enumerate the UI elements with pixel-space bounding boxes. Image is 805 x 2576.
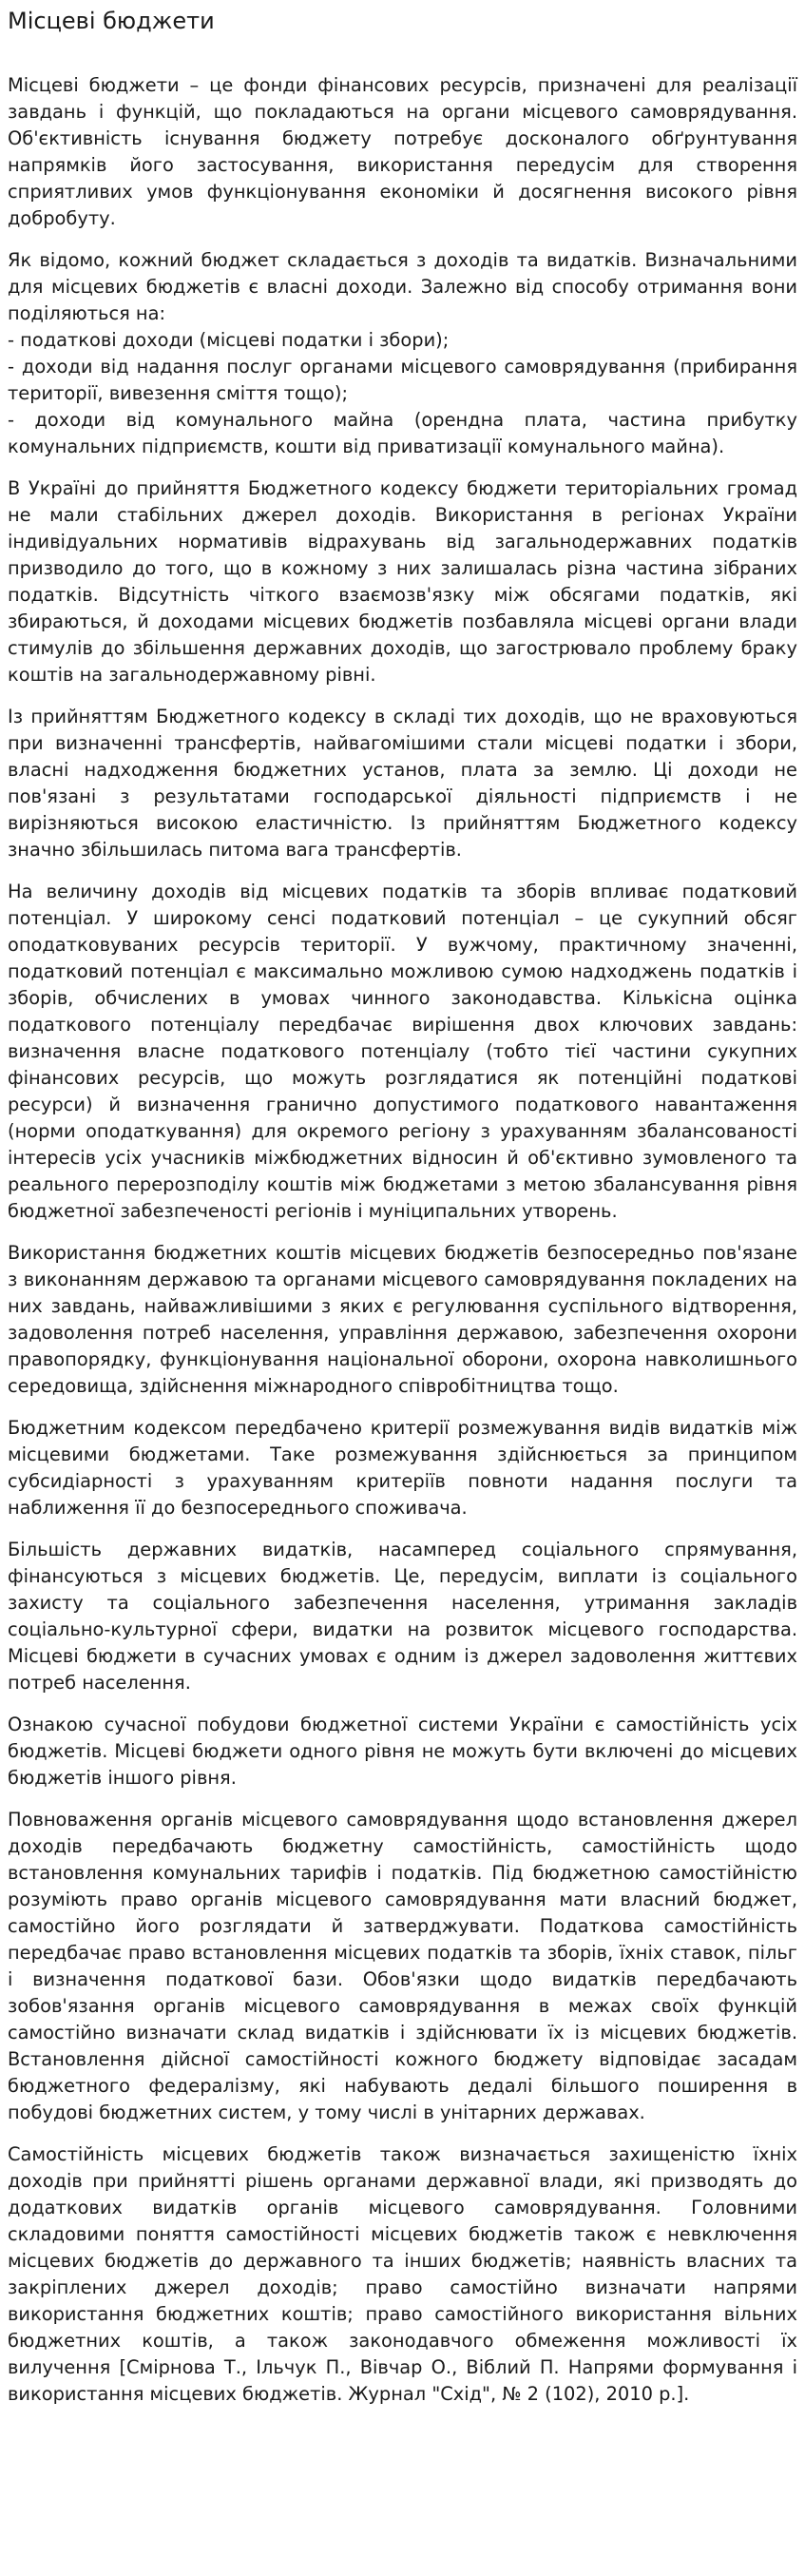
income-intro: Як відомо, кожний бюджет складається з доходів та видатків. Визначальними для місцевих бюджетів є власні доходи. Залежно від способу отримання вони поділяються на: — [8, 249, 797, 324]
paragraph-1: Місцеві бюджети – це фонди фінансових ресурсів, призначені для реалізації завдань і функцій, що покладаються на органи місцевого самоврядування. Об'єктивність існування бюджету потребує досконалого обґрунтування напрямків його застосування, використання передусім для створення сприятливих умов функціонування економіки й досягнення високого рівня добробуту. — [8, 74, 797, 229]
paragraph-11: Самостійність місцевих бюджетів також визначається захищеністю їхніх доходів при прийнятті рішень органами державної влади, які призводять до додаткових видатків органів місцевого самоврядування. Головними складовими поняття самостійності місцевих бюджетів також є невключення місцевих бюджетів до державного та інших бюджетів; наявність власних та закріплених джерел доходів; право самостійно визначати напрями використання бюджетних коштів; право самостійного використання вільних бюджетних коштів, а також законодавчого обмеження можливості їх вилучення [Смірнова Т., Ільчук П., Вівчар О., Віблий П. Напрями формування і використання місцевих бюджетів. Журнал "Схід", № 2 (102), 2010 р.]. — [8, 2143, 797, 2405]
paragraph-10: Повноваження органів місцевого самоврядування щодо встановлення джерел доходів передбачають бюджетну самостійність, самостійність щодо встановлення комунальних тарифів і податків. Під бюджетною самостійністю розуміють право органів місцевого самоврядування мати власний бюджет, самостійно його розглядати й затверджувати. Податкова самостійність передбачає право встановлення місцевих податків та зборів, їхніх ставок, пільг і визначення податкової бази. Обов'язки щодо видатків передбачають зобов'язання органів місцевого самоврядування в межах своїх функцій самостійно визначати склад видатків і здійснювати їх із місцевих бюджетів. Встановлення дійсної самостійності кожного бюджету відповідає засадам бюджетного федералізму, які набувають дедалі більшого поширення в побудові бюджетних систем, у тому числі в унітарних державах. — [8, 1809, 797, 2123]
list-item-service-income: - доходи від надання послуг органами місцевого самоврядування (прибирання території, вивезення сміття тощо); — [8, 356, 797, 404]
paragraph-6: Використання бюджетних коштів місцевих бюджетів безпосередньо пов'язане з виконанням державою та органами місцевого самоврядування покладених на них завдань, найважливішими з яких є регулювання суспільного відтворення, задоволення потреб населення, управління державою, забезпечення охорони правопорядку, функціонування національної оборони, охорона навколишнього середовища, здійснення міжнародного співробітництва тощо. — [8, 1242, 797, 1397]
paragraph-5: На величину доходів від місцевих податків та зборів впливає податковий потенціал. У широкому сенсі податковий потенціал – це сукупний обсяг оподатковуваних ресурсів території. У вужчому, практичному значенні, податковий потенціал є максимально можливою сумою надходжень податків і зборів, обчислених в умовах чинного законодавства. Кількісна оцінка податкового потенціалу передбачає вирішення двох ключових завдань: визначення власне податкового потенціалу (тобто тієї частини сукупних фінансових ресурсів, що можуть розглядатися як потенційні податкові ресурси) й визначення гранично допустимого податкового навантаження (норми оподаткування) для окремого регіону з урахуванням збалансованості інтересів усіх учасників міжбюджетних відносин й об'єктивно зумовленого та реального перерозподілу коштів між бюджетами з метою збалансування рівня бюджетної забезпеченості регіонів і муніципальних утворень. — [8, 881, 797, 1222]
page-title: Місцеві бюджети — [8, 8, 215, 34]
paragraph-9: Ознакою сучасної побудови бюджетної системи України є самостійність усіх бюджетів. Місцеві бюджети одного рівня не можуть бути включені до місцевих бюджетів іншого рівня. — [8, 1714, 797, 1789]
paragraph-7: Бюджетним кодексом передбачено критерії розмежування видів видатків між місцевими бюджетами. Таке розмежування здійснюється за принципом субсидіарності з урахуванням критеріїв повноти надання послуги та наближення її до безпосереднього споживача. — [8, 1417, 797, 1519]
paragraph-2 — [8, 247, 797, 460]
paragraph-8: Більшість державних видатків, насамперед соціального спрямування, фінансуються з місцевих бюджетів. Це, передусім, виплати із соціального захисту та соціального забезпечення населення, утримання закладів соціально-культурної сфери, видатки на розвиток місцевого господарства. Місцеві бюджети в сучасних умовах є одним із джерел задоволення життєвих потреб населення. — [8, 1539, 797, 1694]
paragraph-4: Із прийняттям Бюджетного кодексу в складі тих доходів, що не враховуються при визначенні трансфертів, найвагомішими стали місцеві податки і збори, власні надходження бюджетних установ, плата за землю. Ці доходи не пов'язані з результатами господарської діяльності підприємств і не вирізняються високою еластичністю. Із прийняттям Бюджетного кодексу значно збільшилась питома вага трансфертів. — [8, 706, 797, 861]
paragraph-3: В Україні до прийняття Бюджетного кодексу бюджети територіальних громад не мали стабільних джерел доходів. Використання в регіонах України індивідуальних нормативів відрахувань від загальнодержавних податків призводило до того, що в кожному з них залишалась різна частина зібраних податків. Відсутність чіткого взаємозв'язку між обсягами податків, які збираються, й доходами місцевих бюджетів позбавляла місцеві органи влади стимулів до збільшення державних доходів, що загострювало проблему браку коштів на загальнодержавному рівні. — [8, 477, 797, 686]
list-item-tax-income: - податкові доходи (місцеві податки і збори); — [8, 329, 450, 351]
list-item-property-income: - доходи від комунального майна (орендна плата, частина прибутку комунальних підприємств, кошти від приватизації комунального майна). — [8, 409, 797, 457]
